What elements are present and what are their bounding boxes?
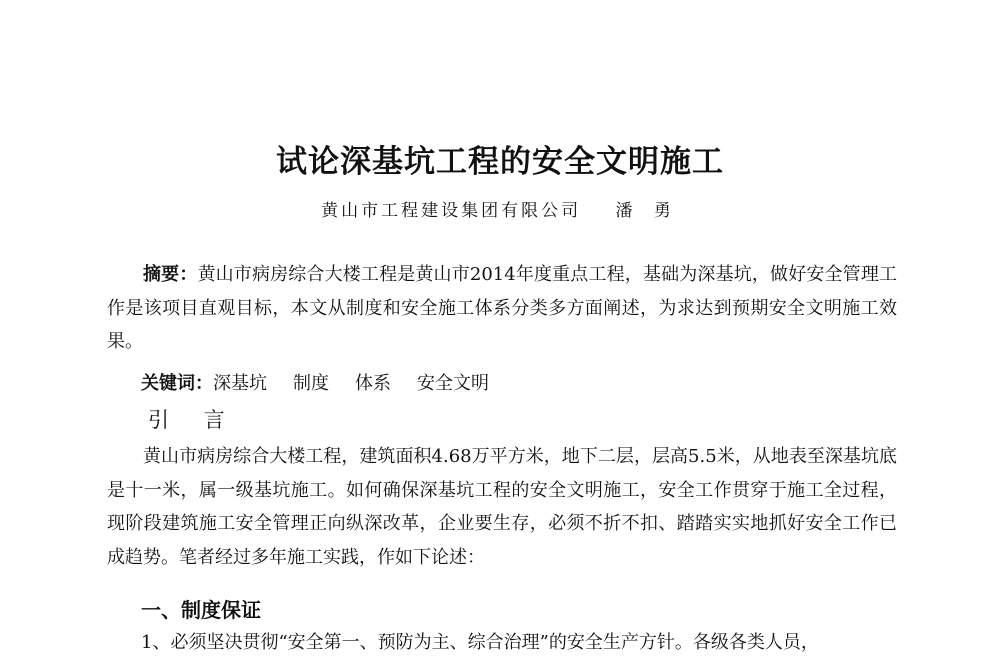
section-heading: 一、制度保证 (141, 598, 261, 622)
abstract-text: 黄山市病房综合大楼工程是黄山市2014年度重点工程，基础为深基坑，做好安全管理工作是该项目直观目标，本文从制度和安全施工体系分类多方面阐述，为求达到预期安全文明施工效果。 (107, 264, 898, 352)
abstract-label: 摘要： (143, 264, 198, 285)
keyword: 深基坑 (213, 373, 267, 394)
keyword: 体系 (355, 373, 391, 394)
introduction-paragraph: 黄山市病房综合大楼工程，建筑面积4.68万平方米，地下二层，层高5.5米，从地表至深基坑底是十一米，属一级基坑施工。如何确保深基坑工程的安全文明施工，安全工作贯穿于施工全过程，现阶段建筑施工安全管理正向纵深改革，企业要生存，必须不折不扣、踏踏实实地抓好安全工作已成趋势。笔者经过多年施工实践，作如下论述： (107, 446, 897, 568)
byline (0, 196, 1000, 221)
abstract-paragraph (107, 258, 897, 359)
introduction-heading: 引 言 (148, 408, 239, 432)
section-item-line: 1、必须坚决贯彻“安全第一、预防为主、综合治理”的安全生产方针。各级各类人员， (141, 632, 819, 653)
keyword: 安全文明 (417, 373, 489, 394)
keyword: 制度 (293, 373, 329, 394)
author-name: 潘 勇 (615, 201, 679, 221)
keywords-line (141, 369, 515, 395)
article-title: 试论深基坑工程的安全文明施工 (276, 144, 724, 180)
keywords-label: 关键词： (141, 373, 213, 394)
author-organization: 黄山市工程建设集团有限公司 (321, 201, 582, 221)
